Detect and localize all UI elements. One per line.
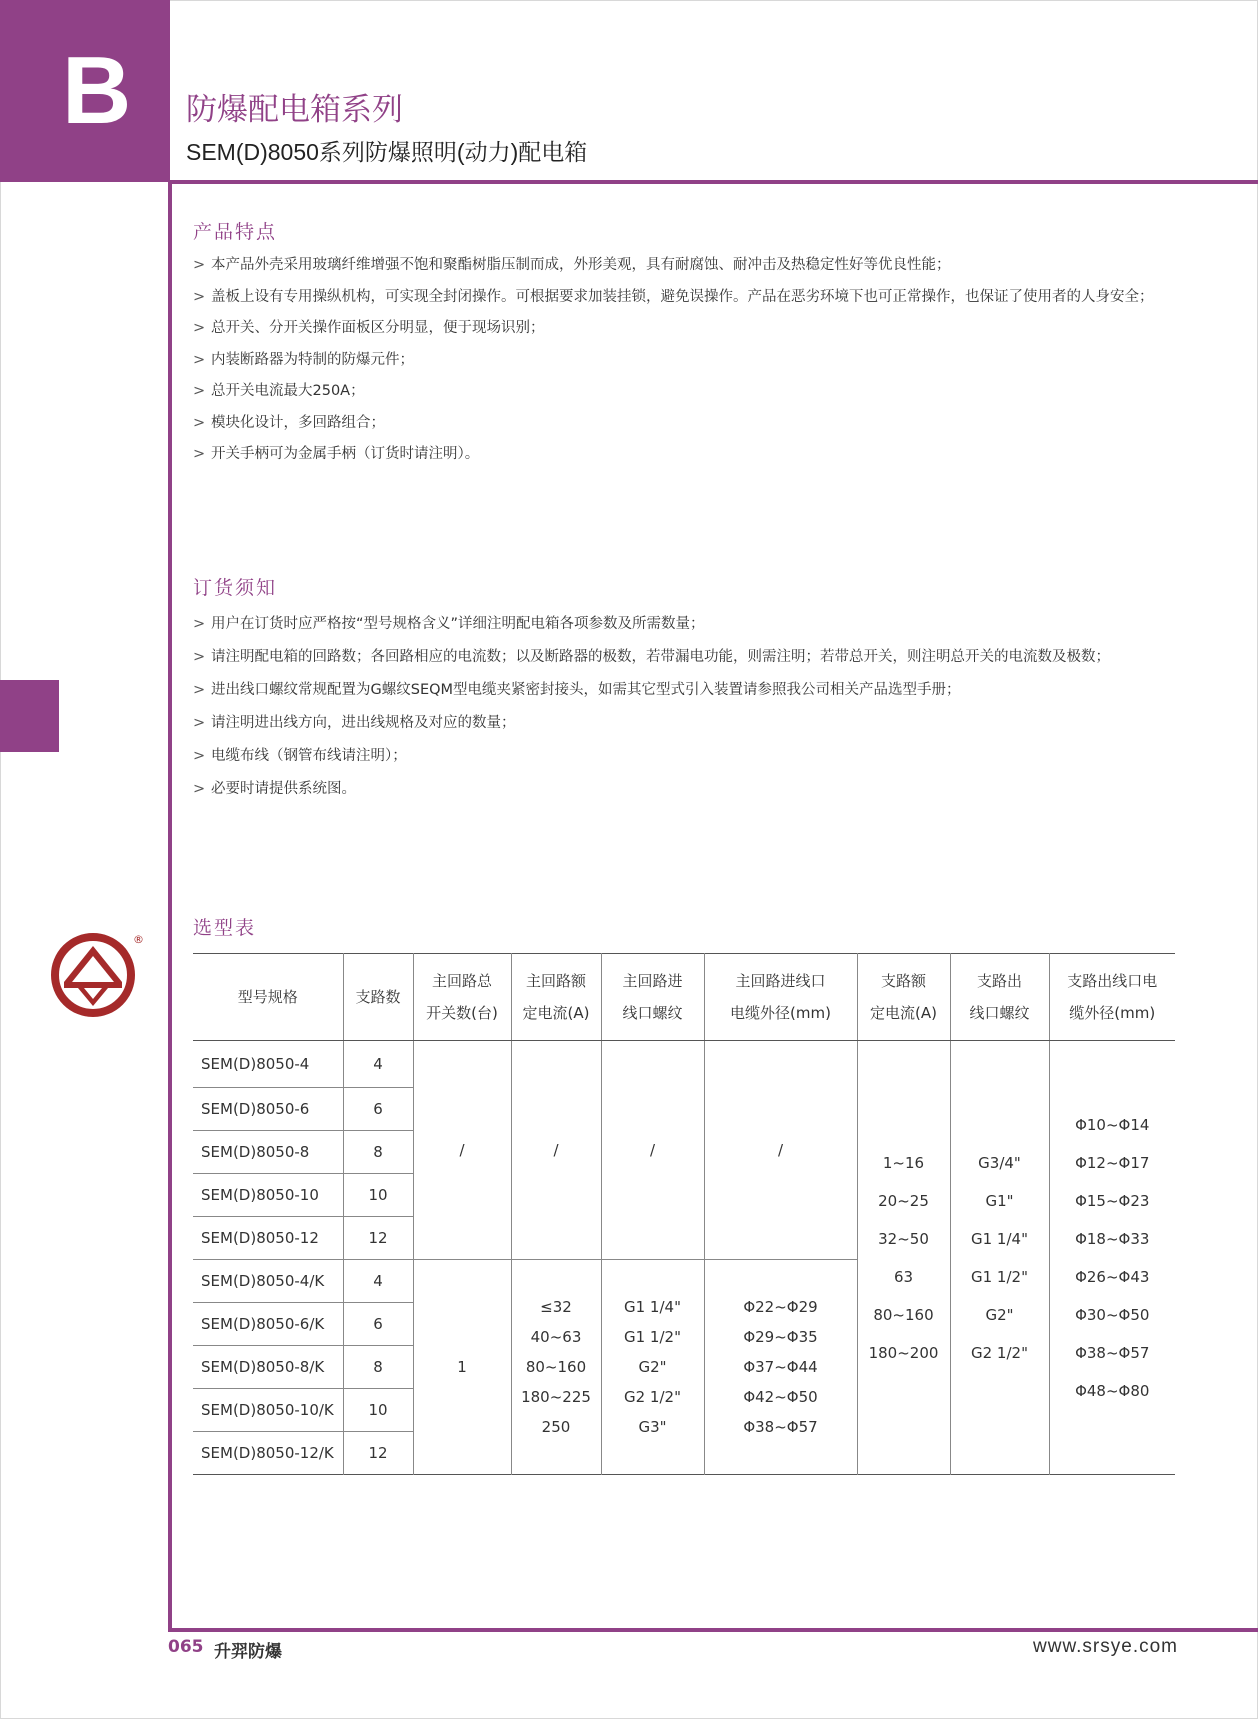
table-row xyxy=(193,1041,1175,1088)
list-item: > 总开关、分开关操作面板区分明显，便于现场识别； xyxy=(193,320,545,336)
list-item: > 请注明配电箱的回路数；各回路相应的电流数；以及断路器的极数，若带漏电功能，则需注明；若带总开关，则注明总开关的电流数及极数； xyxy=(193,649,1110,665)
cell-model: SEM(D)8050-6/K xyxy=(193,1303,343,1346)
cell-branches: 12 xyxy=(343,1432,413,1475)
page-number: 065 xyxy=(168,1637,204,1657)
cell-main-current-b: ≤32 40~63 80~160 180~225 250 xyxy=(511,1260,601,1475)
list-item: > 用户在订货时应严格按“型号规格含义”详细注明配电箱各项参数及所需数量； xyxy=(193,616,705,632)
col-header-main-switch: 主回路总 开关数(台) xyxy=(413,954,511,1041)
cell-model: SEM(D)8050-8 xyxy=(193,1131,343,1174)
col-header-main-thread: 主回路进 线口螺纹 xyxy=(601,954,704,1041)
cell-branches: 10 xyxy=(343,1389,413,1432)
cell-branches: 4 xyxy=(343,1041,413,1088)
cell-model: SEM(D)8050-4 xyxy=(193,1041,343,1088)
section-letter: B xyxy=(62,37,132,144)
list-item: > 开关手柄可为金属手柄（订货时请注明）。 xyxy=(193,446,480,462)
cell-branches: 10 xyxy=(343,1174,413,1217)
col-header-main-cable: 主回路进线口 电缆外径(mm) xyxy=(704,954,857,1041)
cell-main-thread-b: G1 1/4" G1 1/2" G2" G2 1/2" G3" xyxy=(601,1260,704,1475)
cell-branch-cable: Φ10~Φ14 Φ12~Φ17 Φ15~Φ23 Φ18~Φ33 Φ26~Φ43 Φ30~Φ50 Φ38~Φ57 Φ48~Φ80 xyxy=(1049,1041,1175,1475)
list-item: > 请注明进出线方向，进出线规格及对应的数量； xyxy=(193,715,516,731)
cell-main-current-a: / xyxy=(511,1041,601,1260)
list-item: > 内装断路器为特制的防爆元件； xyxy=(193,351,414,368)
cell-branches: 6 xyxy=(343,1303,413,1346)
cell-main-cable-a: / xyxy=(704,1041,857,1260)
cell-model: SEM(D)8050-10/K xyxy=(193,1389,343,1432)
list-item: > 必要时请提供系统图。 xyxy=(193,781,356,797)
cell-model: SEM(D)8050-6 xyxy=(193,1088,343,1131)
cell-branches: 12 xyxy=(343,1217,413,1260)
side-tab-marker xyxy=(0,680,59,752)
list-item: > 本产品外壳采用玻璃纤维增强不饱和聚酯树脂压制而成，外形美观，具有耐腐蚀、耐冲击及热稳定性好等优良性能； xyxy=(193,257,951,273)
page-subtitle: SEM(D)8050系列防爆照明(动力)配电箱 xyxy=(186,139,588,165)
cell-main-thread-a: / xyxy=(601,1041,704,1260)
cell-model: SEM(D)8050-12/K xyxy=(193,1432,343,1475)
cell-branches: 8 xyxy=(343,1346,413,1389)
cell-model: SEM(D)8050-10 xyxy=(193,1174,343,1217)
col-header-branch-current: 支路额 定电流(A) xyxy=(857,954,950,1041)
features-heading: 产品特点 xyxy=(193,221,278,243)
features-list xyxy=(193,250,1183,471)
cell-branches: 6 xyxy=(343,1088,413,1131)
list-item: > 电缆布线（钢管布线请注明）； xyxy=(193,748,407,764)
ordering-list xyxy=(193,608,1183,806)
cell-model: SEM(D)8050-12 xyxy=(193,1217,343,1260)
cell-main-switch-a: / xyxy=(413,1041,511,1260)
list-item: > 进出线口螺纹常规配置为G螺纹SEQM型电缆夹紧密封接头，如需其它型式引入装置请参照我公司相关产品选型手册； xyxy=(193,682,961,698)
cell-main-switch-b: 1 xyxy=(413,1260,511,1475)
footer-divider xyxy=(168,1628,1258,1632)
col-header-main-current: 主回路额 定电流(A) xyxy=(511,954,601,1041)
list-item: > 总开关电流最大250A； xyxy=(193,383,365,399)
cell-main-cable-b: Φ22~Φ29 Φ29~Φ35 Φ37~Φ44 Φ42~Φ50 Φ38~Φ57 xyxy=(704,1260,857,1475)
list-item: > 盖板上设有专用操纵机构，可实现全封闭操作。可根据要求加装挂锁，避免误操作。产品在恶劣环境下也可正常操作，也保证了使用者的人身安全； xyxy=(193,288,1154,305)
page-title: 防爆配电箱系列 xyxy=(186,92,403,128)
cell-branch-current: 1~16 20~25 32~50 63 80~160 180~200 xyxy=(857,1041,950,1475)
footer-brand: 升羿防爆 xyxy=(214,1642,282,1662)
col-header-branch-thread: 支路出 线口螺纹 xyxy=(950,954,1049,1041)
ordering-heading: 订货须知 xyxy=(193,577,278,599)
table-header-row xyxy=(193,954,1175,1041)
selection-table xyxy=(193,953,1175,1475)
cell-model: SEM(D)8050-4/K xyxy=(193,1260,343,1303)
col-header-model: 型号规格 xyxy=(193,954,343,1041)
registered-mark: ® xyxy=(133,933,144,946)
company-logo-icon xyxy=(50,932,136,1018)
footer-website: www.srsye.com xyxy=(1033,1636,1178,1657)
cell-branch-thread: G3/4" G1" G1 1/4" G1 1/2" G2" G2 1/2" xyxy=(950,1041,1049,1475)
content-left-rule xyxy=(168,182,172,1632)
list-item: > 模块化设计，多回路组合； xyxy=(193,414,385,431)
col-header-branch-cable: 支路出线口电 缆外径(mm) xyxy=(1049,954,1175,1041)
col-header-branches: 支路数 xyxy=(343,954,413,1041)
header-divider xyxy=(170,180,1258,184)
table-heading: 选型表 xyxy=(193,917,257,939)
cell-branches: 8 xyxy=(343,1131,413,1174)
cell-model: SEM(D)8050-8/K xyxy=(193,1346,343,1389)
cell-branches: 4 xyxy=(343,1260,413,1303)
